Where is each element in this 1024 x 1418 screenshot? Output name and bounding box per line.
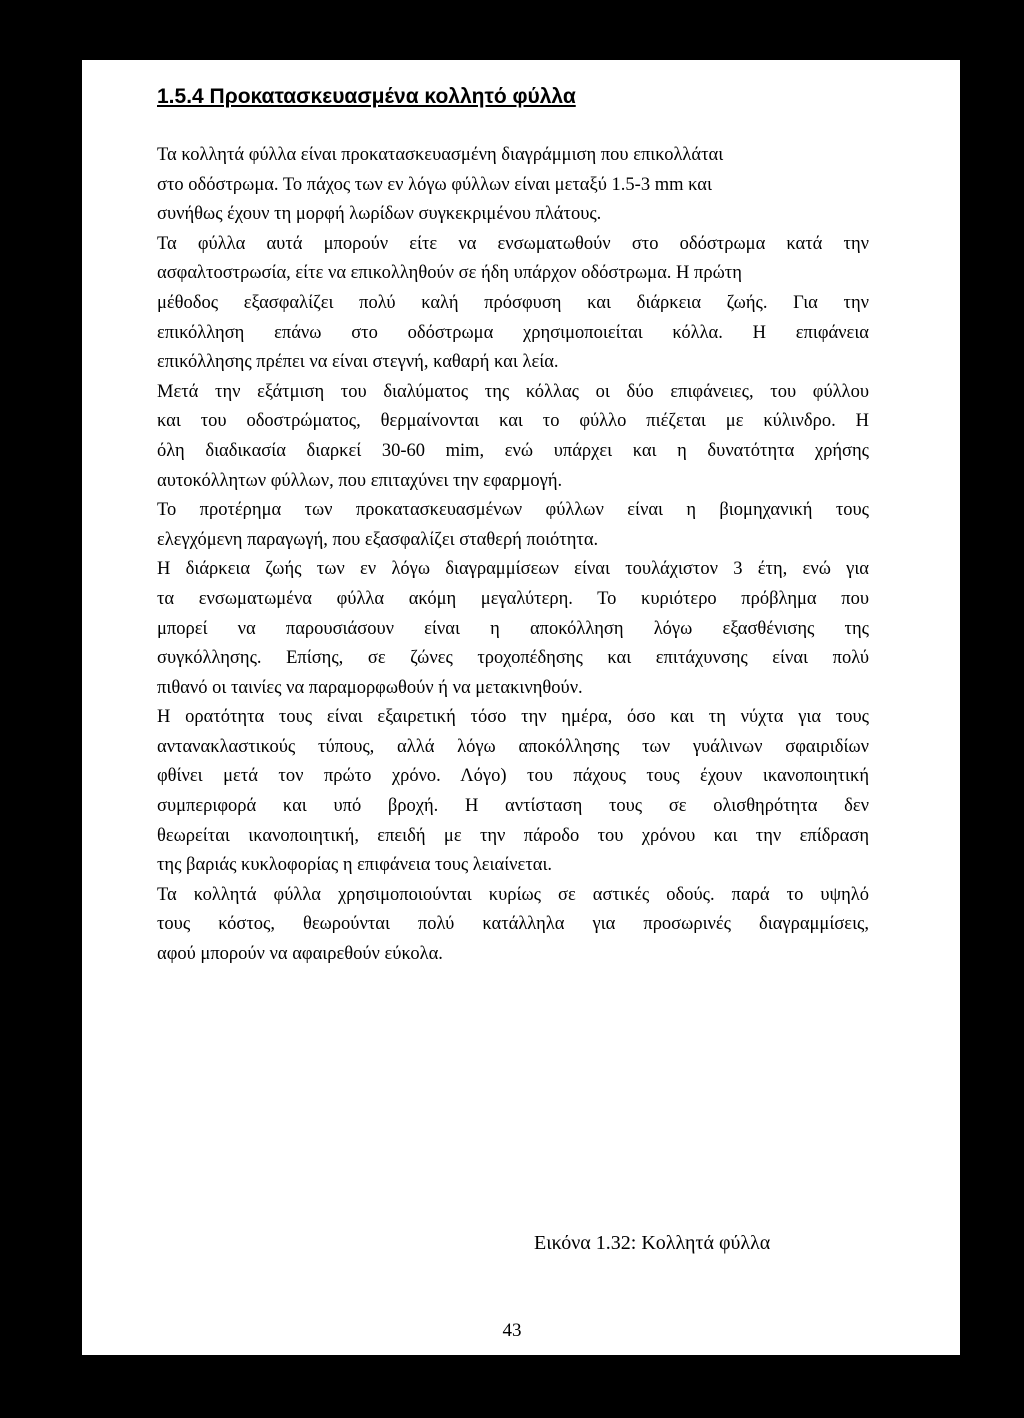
text-line: συμπεριφορά και υπό βροχή. Η αντίσταση τους σε ολισθηρότητα δεν xyxy=(157,796,869,817)
text-line: όλη διαδικασία διαρκεί 30-60 mim, ενώ υπάρχει και η δυνατότητα χρήσης xyxy=(157,440,869,461)
text-line: τα ενσωματωμένα φύλλα ακόμη μεγαλύτερη. Το κυριότερο πρόβλημα που xyxy=(157,588,869,609)
text-line: στο οδόστρωμα. Το πάχος των εν λόγω φύλλων είναι μεταξύ 1.5-3 mm και xyxy=(157,174,712,195)
text-line: φθίνει μετά τον πρώτο χρόνο. Λόγο) του πάχους τους έχουν ικανοποιητική xyxy=(157,766,869,787)
text-line: μέθοδος εξασφαλίζει πολύ καλή πρόσφυση και διάρκεια ζωής. Για την xyxy=(157,292,869,313)
section-heading: 1.5.4 Προκατασκευασμένα κολλητό φύλλα xyxy=(157,85,576,108)
text-line: ασφαλτοστρωσία, είτε να επικολληθούν σε ήδη υπάρχον οδόστρωμα. Η πρώτη xyxy=(157,263,742,284)
text-line: αντανακλαστικούς τύπους, αλλά λόγω αποκόλλησης των γυάλινων σφαιριδίων xyxy=(157,736,869,757)
text-line: Η ορατότητα τους είναι εξαιρετική τόσο την ημέρα, όσο και τη νύχτα για τους xyxy=(157,707,869,728)
text-line: μπορεί να παρουσιάσουν είναι η αποκόλληση λόγω εξασθένισης της xyxy=(157,618,869,639)
text-line: θεωρείται ικανοποιητική, επειδή με την πάροδο του χρόνου και την επίδραση xyxy=(157,825,869,846)
text-line: επικόλληση επάνω στο οδόστρωμα χρησιμοποιείται κόλλα. Η επιφάνεια xyxy=(157,322,869,343)
text-line: της βαριάς κυκλοφορίας η επιφάνεια τους λειαίνεται. xyxy=(157,855,553,876)
text-line: Τα φύλλα αυτά μπορούν είτε να ενσωματωθούν στο οδόστρωμα κατά την xyxy=(157,233,869,254)
text-line: συγκόλλησης. Επίσης, σε ζώνες τροχοπέδησης και επιτάχυνσης είναι πολύ xyxy=(157,648,869,669)
text-line: ελεγχόμενη παραγωγή, που εξασφαλίζει σταθερή ποιότητα. xyxy=(157,529,599,550)
text-line: Τα κολλητά φύλλα είναι προκατασκευασμένη διαγράμμιση που επικολλάται xyxy=(157,145,724,165)
body-text xyxy=(157,141,869,970)
text-line: Μετά την εξάτμιση του διαλύματος της κόλλας οι δύο επιφάνειες, του φύλλου xyxy=(157,381,869,402)
text-line: επικόλλησης πρέπει να είναι στεγνή, καθαρή και λεία. xyxy=(157,352,559,373)
text-line: τους κόστος, θεωρούνται πολύ κατάλληλα για προσωρινές διαγραμμίσεις, xyxy=(157,914,869,935)
text-line: συνήθως έχουν τη μορφή λωρίδων συγκεκριμένου πλάτους. xyxy=(157,204,602,225)
text-line: Το προτέρημα των προκατασκευασμένων φύλλων είναι η βιομηχανική τους xyxy=(157,500,869,521)
text-line: Τα κολλητά φύλλα χρησιμοποιούνται κυρίως σε αστικές οδούς. παρά το υψηλό xyxy=(157,884,869,905)
text-line: Η διάρκεια ζωής των εν λόγω διαγραμμίσεων είναι τουλάχιστον 3 έτη, ενώ για xyxy=(157,559,869,580)
page-number: 43 xyxy=(502,1320,522,1341)
figure-caption: Εικόνα 1.32: Κολλητά φύλλα xyxy=(534,1232,771,1254)
text-line: και του οδοστρώματος, θερμαίνονται και το φύλλο πιέζεται με κύλινδρο. Η xyxy=(157,411,869,432)
text-line: αυτοκόλλητων φύλλων, που επιταχύνει την εφαρμογή. xyxy=(157,470,563,491)
text-line: πιθανό οι ταινίες να παραμορφωθούν ή να μετακινηθούν. xyxy=(157,677,583,698)
text-line: αφού μπορούν να αφαιρεθούν εύκολα. xyxy=(157,944,443,965)
